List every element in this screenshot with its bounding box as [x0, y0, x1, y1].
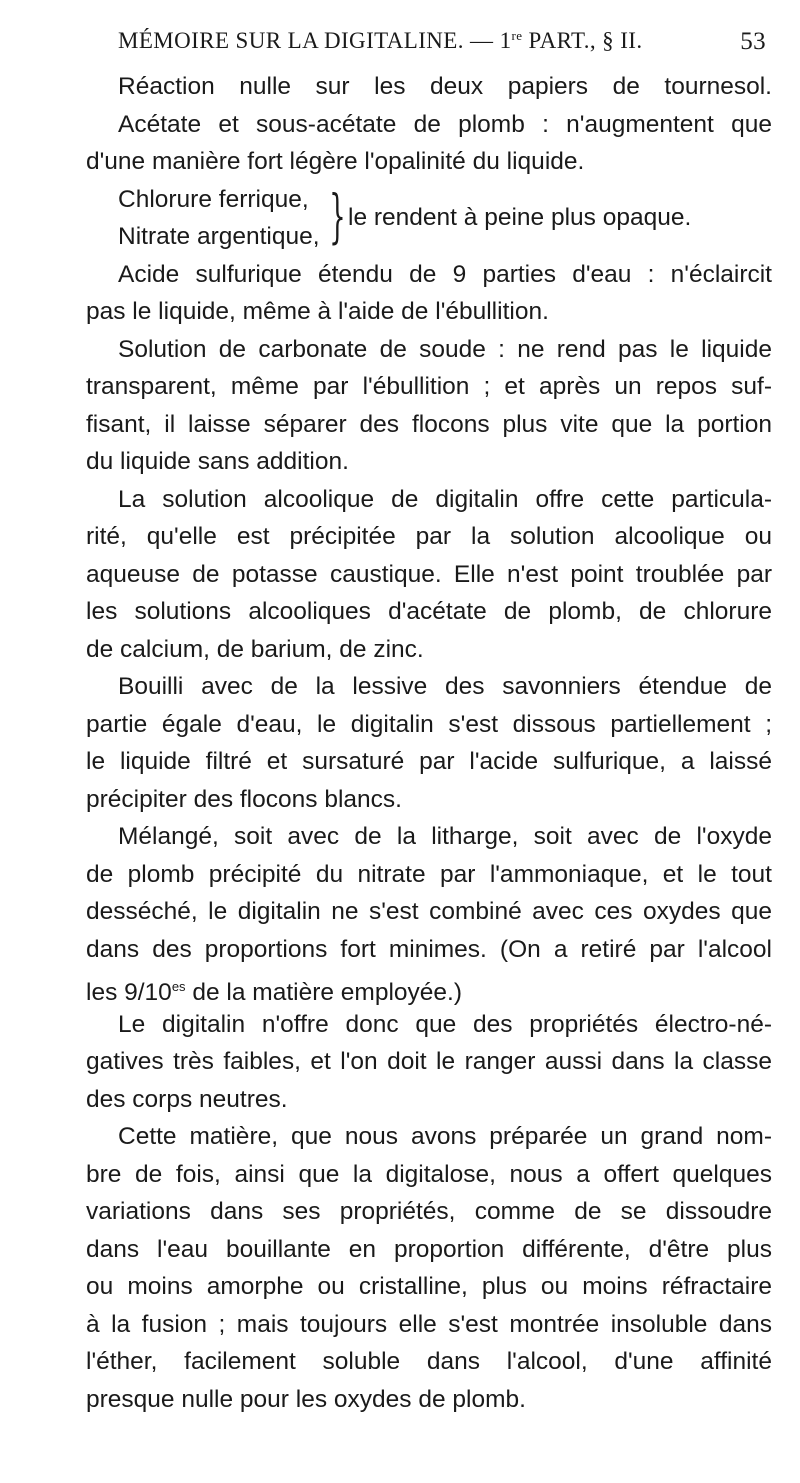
text-line: fisant, il laisse séparer des flocons plus vite que la portion	[86, 410, 772, 438]
text-line: La solution alcoolique de digitalin offre cette particula-	[118, 485, 772, 513]
running-title-superscript: re	[511, 28, 523, 43]
text-line: dans l'eau bouillante en proportion différente, d'être plus	[86, 1235, 772, 1263]
page-number: 53	[740, 28, 766, 55]
text-line: aqueuse de potasse caustique. Elle n'est point troublée par	[86, 560, 772, 588]
text-line: gatives très faibles, et l'on doit le ranger aussi dans la classe	[86, 1048, 772, 1075]
text-line: Le digitalin n'offre donc que des propriétés électro-né-	[118, 1010, 772, 1038]
text-line: presque nulle pour les oxydes de plomb.	[86, 1385, 526, 1413]
text-line: rité, qu'elle est précipitée par la solution alcoolique ou	[86, 523, 772, 550]
brace-group-result: le rendent à peine plus opaque.	[348, 203, 692, 231]
fraction-superscript: es	[171, 979, 186, 994]
text-line: Acétate et sous-acétate de plomb : n'augmentent que	[118, 110, 772, 138]
running-title	[118, 28, 643, 54]
right-brace-symbol: }	[329, 181, 346, 250]
text-line: à la fusion ; mais toujours elle s'est montrée insoluble dans	[86, 1310, 772, 1338]
text-line: le liquide filtré et sursaturé par l'acide sulfurique, a laissé	[86, 748, 772, 775]
brace-group	[86, 181, 772, 256]
text-line: bre de fois, ainsi que la digitalose, nous a offert quelques	[86, 1160, 772, 1188]
running-title-main: MÉMOIRE SUR LA DIGITALINE. — 1	[118, 28, 512, 53]
text-line: Réaction nulle sur les deux papiers de tournesol.	[118, 73, 772, 100]
text-line: transparent, même par l'ébullition ; et après un repos suf-	[86, 373, 772, 400]
text-line: des corps neutres.	[86, 1085, 288, 1113]
text-line: Cette matière, que nous avons préparée un grand nom-	[118, 1123, 772, 1150]
text-line: l'éther, facilement soluble dans l'alcool, d'une affinité	[86, 1348, 772, 1375]
text-line: Bouilli avec de la lessive des savonniers étendue de	[118, 673, 772, 700]
text-line: pas le liquide, même à l'aide de l'ébullition.	[86, 298, 549, 325]
text-line: précipiter des flocons blancs.	[86, 785, 402, 813]
text-line: Solution de carbonate de soude : ne rend pas le liquide	[118, 335, 772, 363]
text-line: Acide sulfurique étendu de 9 parties d'eau : n'éclaircit	[118, 260, 772, 288]
fraction-rest: de la matière employée.)	[185, 979, 462, 1006]
brace-item-chlorure: Chlorure ferrique,	[118, 185, 309, 213]
text-line	[86, 968, 772, 1006]
text-line: du liquide sans addition.	[86, 448, 349, 475]
text-line: de plomb précipité du nitrate par l'ammoniaque, et le tout	[86, 860, 772, 888]
brace-group-items	[118, 181, 348, 256]
text-line: d'une manière fort légère l'opalinité du liquide.	[86, 148, 585, 175]
text-line: ou moins amorphe ou cristalline, plus ou moins réfractaire	[86, 1273, 772, 1300]
text-line: desséché, le digitalin ne s'est combiné avec ces oxydes que	[86, 898, 772, 925]
text-line: les solutions alcooliques d'acétate de plomb, de chlorure	[86, 598, 772, 625]
running-head	[118, 28, 766, 64]
text-line: partie égale d'eau, le digitalin s'est dissous partiellement ;	[86, 710, 772, 738]
fraction-text: les 9/10	[86, 979, 172, 1006]
text-line: de calcium, de barium, de zinc.	[86, 635, 424, 663]
body-text	[86, 68, 772, 1418]
text-line: variations dans ses propriétés, comme de se dissoudre	[86, 1198, 772, 1225]
running-title-rest: PART., § II.	[522, 28, 643, 53]
text-line: Mélangé, soit avec de la litharge, soit avec de l'oxyde	[118, 823, 772, 850]
brace-item-nitrate: Nitrate argentique,	[118, 223, 320, 250]
text-line: dans des proportions fort minimes. (On a retiré par l'alcool	[86, 935, 772, 963]
